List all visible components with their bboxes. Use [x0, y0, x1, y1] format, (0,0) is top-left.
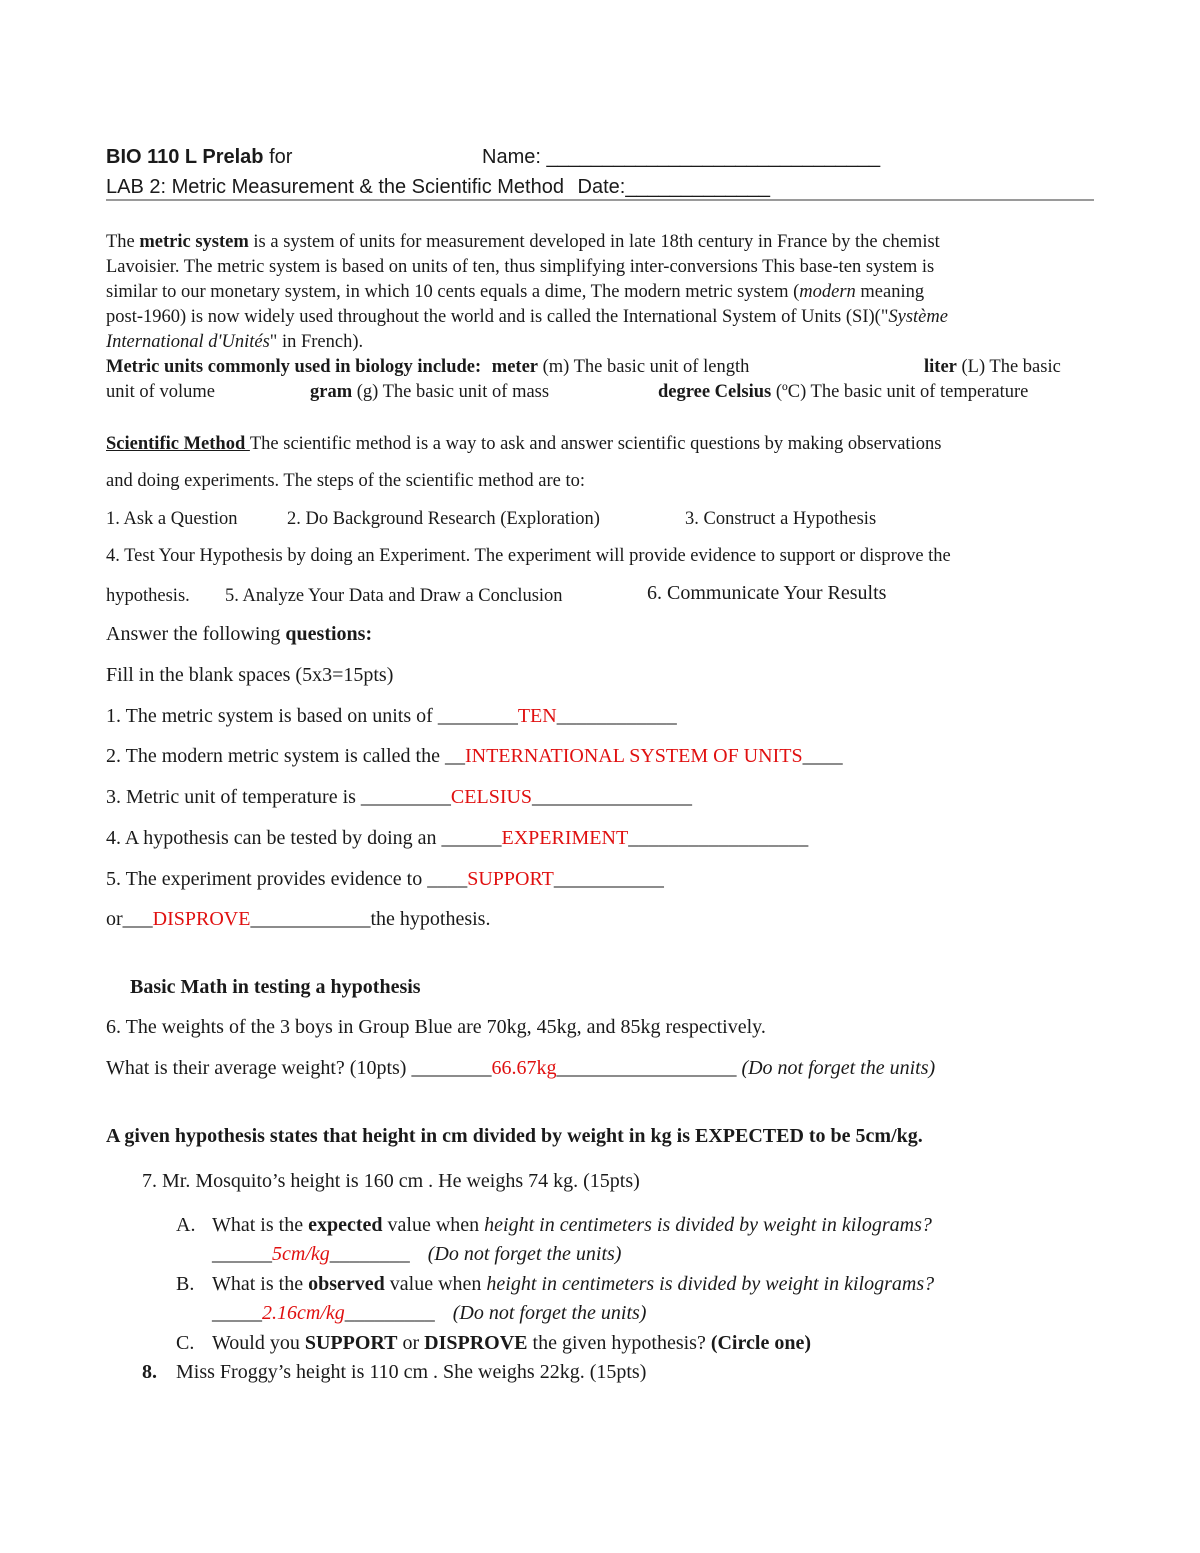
- blank-line: __________________: [556, 1057, 737, 1079]
- meter-desc: (m) The basic unit of length: [538, 357, 750, 377]
- international-term: International d'Unités: [106, 332, 270, 352]
- blank-line: ____: [427, 868, 468, 890]
- step-4-cont: hypothesis.: [106, 586, 190, 606]
- header-divider: [106, 199, 1094, 201]
- liter-entry: [924, 355, 1061, 380]
- answer-value: INTERNATIONAL SYSTEM OF UNITS: [464, 745, 803, 767]
- item-c-label: C.: [176, 1332, 195, 1354]
- date-label: Date:: [577, 176, 626, 198]
- blank-line: ____________: [250, 908, 371, 930]
- item-c-question: [212, 1332, 811, 1355]
- answer-value: TEN: [517, 705, 557, 727]
- intro-line-3: [106, 280, 924, 305]
- intro-text: is a system of units for measurement developed in late 18th century in France by the chemist: [248, 232, 940, 252]
- units-heading: Metric units commonly used in biology include:: [106, 357, 482, 377]
- blank-line: ___: [122, 908, 153, 930]
- answer-heading: [106, 623, 372, 646]
- question-text: the hypothesis.: [370, 908, 491, 930]
- blank-line: __________________: [628, 827, 809, 849]
- question-text: 2. The modern metric system is called the: [106, 745, 445, 767]
- liter-desc: (L) The basic: [956, 357, 1061, 377]
- intro-line-2: Lavoisier. The metric system is based on units of ten, thus simplifying inter-conversions This base-ten system is: [106, 257, 935, 277]
- name-line: ______________________________: [546, 146, 881, 168]
- blank-line: _________: [344, 1302, 435, 1324]
- question-5: [106, 868, 664, 891]
- intro-line-4: [106, 305, 948, 330]
- answer-value: 2.16cm/kg: [262, 1302, 345, 1324]
- item-a-question: [212, 1214, 932, 1237]
- item-a-label: A.: [176, 1214, 196, 1236]
- question-text: What is their average weight? (10pts): [106, 1057, 412, 1079]
- date-line: _____________: [625, 176, 770, 198]
- step-6: 6. Communicate Your Results: [647, 582, 887, 604]
- intro-text: meaning: [855, 282, 925, 302]
- answer-text: Answer the following: [106, 623, 286, 645]
- celsius-term: degree Celsius: [658, 382, 772, 402]
- units-line-2: unit of volume: [106, 382, 215, 402]
- step-2: 2. Do Background Research (Exploration): [287, 509, 600, 529]
- step-1: 1. Ask a Question: [106, 509, 238, 529]
- blank-line: ________: [411, 1057, 492, 1079]
- answer-value: 66.67kg: [491, 1057, 557, 1079]
- fill-instructions: Fill in the blank spaces (5x3=15pts): [106, 664, 394, 686]
- question-text: 1. The metric system is based on units of: [106, 705, 438, 727]
- step-4: 4. Test Your Hypothesis by doing an Experiment. The experiment will provide evidence to support or disprove the: [106, 546, 951, 566]
- course-title: [106, 146, 292, 169]
- question-7: 7. Mr. Mosquito’s height is 160 cm . He weighs 74 kg. (15pts): [142, 1170, 640, 1192]
- blank-line: _____: [212, 1302, 262, 1324]
- expected-term: expected: [308, 1214, 383, 1236]
- intro-line-1: [106, 230, 940, 255]
- questions-term: questions:: [285, 623, 373, 645]
- question-text: value when: [382, 1214, 485, 1236]
- hypothesis-statement: A given hypothesis states that height in cm divided by weight in kg is EXPECTED to be 5cm/kg.: [106, 1125, 923, 1147]
- blank-line: ______: [212, 1243, 272, 1265]
- answer-value: SUPPORT: [467, 868, 554, 890]
- observed-term: observed: [308, 1273, 385, 1295]
- question-8-number: 8.: [142, 1361, 157, 1383]
- gram-term: gram: [310, 382, 353, 402]
- intro-text: " in French).: [269, 332, 364, 352]
- blank-line: ________: [329, 1243, 410, 1265]
- question-text: value when: [384, 1273, 487, 1295]
- intro-text: The: [106, 232, 140, 252]
- question-2: [106, 745, 843, 768]
- name-field: [482, 146, 880, 169]
- blank-line: ______: [441, 827, 502, 849]
- question-text: 3. Metric unit of temperature is: [106, 786, 361, 808]
- question-text: or: [397, 1332, 425, 1354]
- units-note: (Do not forget the units): [736, 1057, 936, 1079]
- disprove-option: DISPROVE: [424, 1332, 528, 1354]
- question-text: Would you: [212, 1332, 305, 1354]
- intro-line-5: [106, 330, 363, 355]
- question-6: 6. The weights of the 3 boys in Group Blue are 70kg, 45kg, and 85kg respectively.: [106, 1016, 766, 1038]
- units-note: (Do not forget the units): [427, 1243, 622, 1265]
- question-1: [106, 705, 677, 728]
- blank-line: __: [444, 745, 465, 767]
- blank-line: ____: [802, 745, 843, 767]
- blank-line: ___________: [553, 868, 664, 890]
- step-3: 3. Construct a Hypothesis: [685, 509, 877, 529]
- item-a-answer: [212, 1243, 621, 1266]
- celsius-desc: (ºC) The basic unit of temperature: [771, 382, 1029, 402]
- question-text: height in centimeters is divided by weight in kilograms?: [486, 1273, 935, 1295]
- question-text: 5. The experiment provides evidence to: [106, 868, 428, 890]
- course-for: for: [269, 146, 293, 168]
- celsius-entry: [658, 380, 1028, 405]
- course-code: BIO 110 L Prelab: [106, 146, 264, 168]
- lab-title-line: [106, 176, 770, 199]
- item-b-question: [212, 1273, 934, 1296]
- step-5: 5. Analyze Your Data and Draw a Conclusion: [225, 586, 563, 606]
- question-text: or: [106, 908, 123, 930]
- modern-term: modern: [799, 282, 856, 302]
- question-3: [106, 786, 692, 809]
- circle-instruction: (Circle one): [710, 1332, 811, 1354]
- units-note: (Do not forget the units): [452, 1302, 647, 1324]
- answer-value: 5cm/kg: [272, 1243, 330, 1265]
- question-text: 4. A hypothesis can be tested by doing an: [106, 827, 442, 849]
- question-4: [106, 827, 808, 850]
- lab-title: LAB 2: Metric Measurement & the Scientific Method: [106, 176, 564, 198]
- intro-text: post-1960) is now widely used throughout the world and is called the International System of Units (SI)(": [106, 307, 889, 327]
- meter-term: meter: [491, 357, 538, 377]
- blank-line: ____________: [556, 705, 677, 727]
- metric-system-term: metric system: [139, 232, 249, 252]
- answer-value: DISPROVE: [152, 908, 251, 930]
- name-label: Name:: [482, 146, 541, 168]
- systeme-term: Système: [888, 307, 948, 327]
- intro-text: similar to our monetary system, in which 10 cents equals a dime, The modern metric system (: [106, 282, 800, 302]
- question-text: What is the: [212, 1273, 309, 1295]
- question-5-cont: [106, 908, 490, 931]
- method-line-1: [106, 432, 941, 457]
- question-8: Miss Froggy’s height is 110 cm . She weighs 22kg. (15pts): [176, 1361, 647, 1383]
- item-b-label: B.: [176, 1273, 195, 1295]
- question-6-prompt: [106, 1057, 935, 1080]
- item-b-answer: [212, 1302, 646, 1325]
- support-option: SUPPORT: [304, 1332, 398, 1354]
- liter-term: liter: [924, 357, 957, 377]
- method-text: The scientific method is a way to ask and answer scientific questions by making observations: [249, 434, 942, 454]
- answer-value: EXPERIMENT: [501, 827, 629, 849]
- blank-line: _________: [360, 786, 451, 808]
- method-heading: Scientific Method: [106, 434, 250, 454]
- method-line-2: and doing experiments. The steps of the scientific method are to:: [106, 471, 585, 491]
- gram-desc: (g) The basic unit of mass: [352, 382, 550, 402]
- math-heading: Basic Math in testing a hypothesis: [130, 976, 421, 998]
- answer-value: CELSIUS: [450, 786, 533, 808]
- question-text: What is the: [212, 1214, 309, 1236]
- blank-line: ________: [437, 705, 518, 727]
- question-text: height in centimeters is divided by weight in kilograms?: [484, 1214, 932, 1236]
- blank-line: ________________: [532, 786, 693, 808]
- units-line-1: [106, 355, 749, 380]
- gram-entry: [310, 380, 549, 405]
- question-text: the given hypothesis?: [527, 1332, 711, 1354]
